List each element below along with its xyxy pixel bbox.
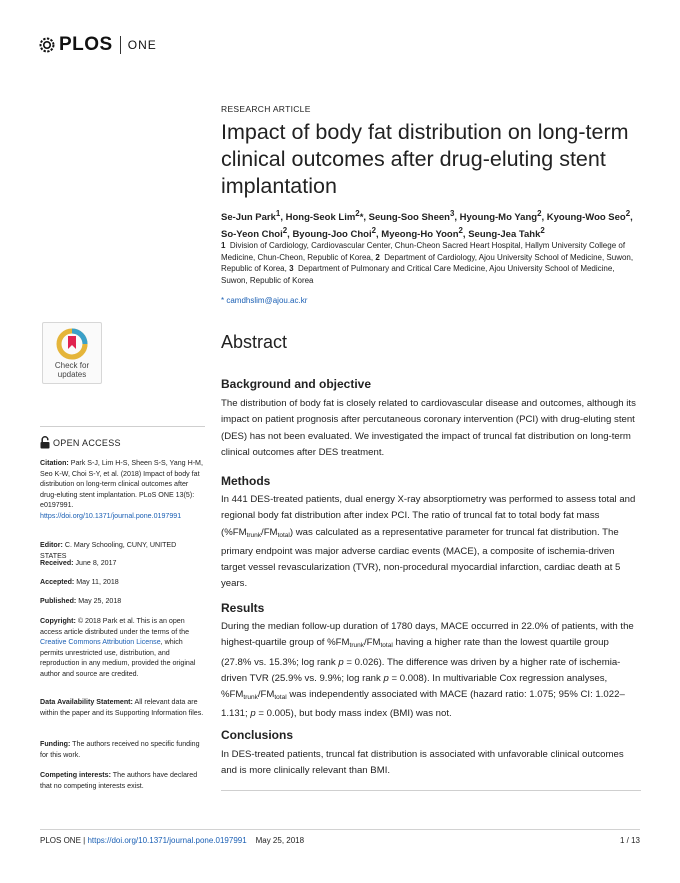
competing-interests (40, 770, 204, 791)
affiliation-text: Department of Pulmonary and Critical Care Medicine, Ajou University School of Medicine, Suwon, Republic of Korea (221, 264, 615, 285)
copyright-text: © 2018 Park et al. This is an open access article distributed under the terms of the (40, 617, 190, 636)
accepted-label: Accepted: (40, 578, 75, 586)
footer-journal: PLOS ONE (40, 836, 81, 845)
open-access-text: OPEN ACCESS (53, 437, 121, 448)
received-date (40, 558, 204, 569)
affiliation-number: 1 (221, 241, 226, 250)
crossmark-icon (56, 328, 88, 360)
abstract-heading: Abstract (221, 332, 288, 352)
author-affiliation: 3 (449, 209, 455, 218)
accepted-date (40, 577, 204, 588)
check-for-updates-badge[interactable] (42, 322, 102, 384)
published-label: Published: (40, 597, 77, 605)
results-fragment: = 0.008). In multivariable Cox regression analyses, %FM (221, 672, 608, 701)
results-heading: Results (221, 601, 265, 615)
corresponding-star: * (359, 212, 364, 224)
author-affiliation: 1 (275, 209, 281, 218)
subscript: total (277, 531, 290, 539)
open-access-label (40, 436, 121, 449)
logo-divider (120, 36, 121, 54)
affiliation-number: 3 (289, 264, 294, 273)
journal-name: ONE (127, 38, 157, 52)
subscript: trunk (246, 531, 262, 539)
author-separator: , (630, 212, 633, 224)
methods-text (221, 492, 641, 593)
badge-line-2: updates (57, 369, 87, 379)
email-link[interactable]: camdhslim@ajou.ac.kr (226, 296, 308, 305)
footer (40, 836, 304, 845)
published-text: May 25, 2018 (76, 597, 122, 605)
methods-heading: Methods (221, 474, 271, 488)
affiliations (221, 240, 641, 286)
author-name[interactable]: Myeong-Ho Yoon (381, 229, 459, 241)
copyright (40, 616, 204, 680)
methods-fragment: /FM (261, 526, 278, 538)
author-name[interactable]: Se-Jun Park (221, 212, 276, 224)
section-divider (221, 790, 641, 791)
footer-doi-link[interactable]: https://doi.org/10.1371/journal.pone.0197991 (87, 836, 247, 845)
copyright-label: Copyright: (40, 617, 76, 625)
p-symbol: p (383, 672, 389, 684)
results-fragment: /FM (257, 689, 275, 701)
plos-gear-icon (38, 36, 56, 54)
data-availability (40, 697, 204, 718)
license-link[interactable]: Creative Commons Attribution License (40, 638, 161, 647)
author-affiliation: 2 (355, 209, 360, 218)
author-name[interactable]: So-Yeon Choi (221, 229, 283, 241)
results-fragment: = 0.026). The difference was driven by a higher rate of ischemia-driven TVR (25.9% vs. 9.9%; log rank (221, 656, 621, 684)
footer-separator: | (80, 836, 88, 845)
accepted-text: May 11, 2018 (74, 578, 119, 586)
competing-text: The authors have declared that no competing interests exist. (40, 771, 198, 790)
author-separator: , (287, 229, 293, 241)
citation-doi-link[interactable]: https://doi.org/10.1371/journal.pone.0197991 (40, 511, 182, 520)
funding-text: The authors received no specific funding for this work. (40, 740, 200, 759)
methods-fragment: In 441 DES-treated patients, dual energy X-ray absorptiometry was performed to assess total and regional body fat distribution after index PCI. The ratio of truncal fat to total body fat mass (%FM (221, 494, 636, 538)
author-affiliation: 2 (625, 209, 631, 218)
badge-line-1: Check for (54, 361, 90, 370)
footer-divider (40, 829, 640, 830)
author-name[interactable]: Hong-Seok Lim (285, 212, 356, 224)
background-text: The distribution of body fat is closely related to cardiovascular disease and outcomes, although its impact on patient prognosis after percutaneous coronary intervention (PCI) with drug-eluting stent (DES) has not been evaluated. We investigated the impact of truncal fat distribution on long-term clinical outcomes after DES treatment. (221, 398, 636, 458)
author-name[interactable]: Seung-Soo Sheen (368, 212, 450, 224)
affiliation-text: Department of Cardiology, Ajou University School of Medicine, Suwon, Republic of Korea, (221, 252, 634, 273)
corresponding-star: * (221, 296, 225, 305)
results-fragment: During the median follow-up duration of 1780 days, MACE occurred in 22.0% of patients, with the highest-quartile group of %FM (221, 621, 634, 649)
open-lock-icon (40, 436, 50, 449)
results-fragment: having a higher rate than the lowest quartile group (27.8% vs. 15.3%; log rank (221, 637, 609, 668)
funding-label: Funding: (40, 740, 71, 748)
author-separator: , (280, 212, 286, 224)
editor-label: Editor: (40, 541, 63, 549)
received-label: Received: (40, 559, 74, 567)
author-list (221, 207, 641, 241)
author-affiliation: 2 (282, 226, 288, 236)
citation (40, 458, 204, 522)
results-fragment: /FM (363, 637, 381, 649)
footer-date: May 25, 2018 (255, 836, 305, 845)
data-availability-text: All relevant data are within the paper and its Supporting Information files. (40, 698, 204, 717)
author-separator: , (541, 212, 547, 224)
background-heading: Background and objective (221, 377, 372, 391)
author-affiliation: 2 (371, 226, 376, 236)
results-fragment: was independently associated with MACE (hazard ratio: 1.075; 95% CI: 1.022–1.131; (221, 689, 625, 720)
subscript: trunk (349, 642, 364, 650)
data-availability-label: Data Availability Statement: (40, 698, 133, 706)
conclusions-text: In DES-treated patients, truncal fat distribution is associated with unfavorable clinical outcomes and is more clinically relevant than BMI. (221, 749, 624, 777)
author-name[interactable]: Byoung-Joo Choi (292, 229, 372, 241)
article-type: RESEARCH ARTICLE (221, 104, 311, 114)
author-name[interactable]: Hyoung-Mo Yang (459, 212, 538, 224)
corresponding-email[interactable] (221, 296, 641, 305)
author-affiliation: 2 (540, 226, 545, 236)
page-number: 1 / 13 (619, 836, 640, 845)
subscript: total (380, 642, 393, 650)
affiliation-number: 2 (375, 252, 380, 262)
author-separator: , (376, 229, 382, 241)
sidebar-divider (40, 426, 205, 427)
p-symbol: p (338, 656, 344, 668)
article-title: Impact of body fat distribution on long-term clinical outcomes after drug-eluting stent implantation (221, 120, 629, 198)
author-separator: , (363, 212, 369, 224)
author-separator: , (462, 229, 469, 241)
author-affiliation: 2 (458, 226, 463, 236)
plos-wordmark: PLOS (59, 34, 113, 55)
author-affiliation: 2 (537, 209, 542, 218)
conclusions-heading: Conclusions (221, 728, 294, 742)
copyright-text: , which permits unrestricted use, distribution, and reproduction in any medium, provided the original author and source are credited. (40, 638, 196, 678)
funding (40, 739, 204, 760)
received-text: June 8, 2017 (73, 559, 117, 567)
citation-label: Citation: (40, 459, 69, 467)
author-separator: , (454, 212, 460, 224)
author-name[interactable]: Kyoung-Woo Seo (546, 212, 626, 224)
subscript: trunk (243, 694, 258, 702)
competing-label: Competing interests: (40, 771, 111, 779)
published-date (40, 596, 204, 607)
subscript: total (274, 694, 287, 702)
editor-text: C. Mary Schooling, CUNY, UNITED STATES (40, 541, 177, 560)
methods-fragment: ) was calculated as a representative parameter for truncal fat distribution. The primary endpoint was major adverse cardiac events (MACE), a composite of ischemia-driven target vessel revascularization (TVR), non-procedural myocardial infarction, cardiac death at 5 years. (221, 526, 621, 590)
affiliation-text: Division of Cardiology, Cardiovascular Center, Chun-Cheon Sacred Heart Hospital, Hallym University College of Medicine, Chun-Cheon, Republic of Korea, (221, 241, 626, 262)
p-symbol: p (250, 708, 256, 720)
citation-text: Park S-J, Lim H-S, Sheen S-S, Yang H-M, Seo K-W, Choi S-Y, et al. (2018) Impact of body fat distribution on long-term clinical outcomes after drug-eluting stent implantation. PLoS ONE 13(5): e0197991. (40, 459, 203, 510)
author-name[interactable]: Seung-Jea Tahk (468, 229, 541, 241)
results-text (221, 619, 641, 723)
plos-one-logo[interactable] (38, 34, 157, 56)
results-fragment: = 0.005), but body mass index (BMI) was not. (255, 708, 452, 720)
